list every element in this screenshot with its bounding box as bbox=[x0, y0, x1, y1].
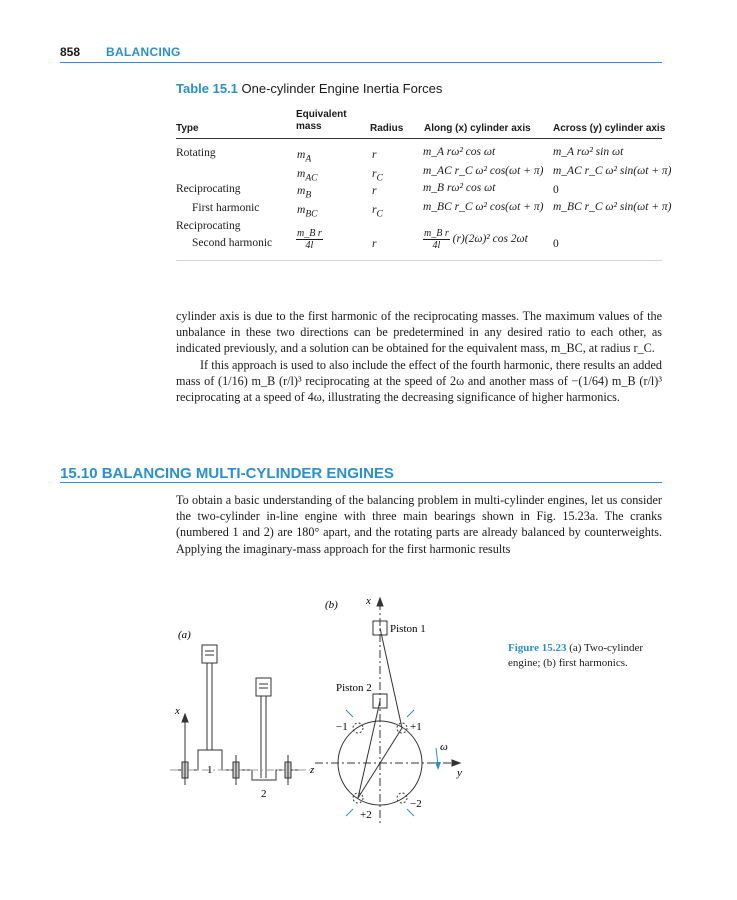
label-b: (b) bbox=[325, 599, 338, 611]
rod-piston-1 bbox=[380, 628, 402, 728]
rotation-arrow-br bbox=[407, 809, 414, 816]
row3-across: 0 bbox=[553, 184, 559, 196]
row3-mass: $m_B$ bbox=[297, 185, 312, 201]
running-title: BALANCING bbox=[106, 45, 181, 59]
row1-along: m_A rω² cos ωt bbox=[423, 146, 496, 158]
section-rule bbox=[60, 482, 662, 483]
label-x-b: x bbox=[366, 595, 371, 607]
th-type: Type bbox=[176, 123, 199, 134]
row1-mass: $m_A$ bbox=[297, 149, 312, 165]
label-omega: ω bbox=[440, 741, 448, 753]
label-crank-2: 2 bbox=[261, 788, 267, 800]
section-paragraph: To obtain a basic understanding of the balancing problem in multi-cylinder engines, let us consider the two-cylinder in-line engine with three main bearings shown in Fig. 15.23a. The cranks (numbered 1 and 2) are 180° apart, and the rotating parts are already balanced by counterweights. Applying the imaginary-mass approach for the first harmonic results bbox=[176, 493, 662, 556]
row5-along: $\frac{\text{m\_B r}}{4l}$ (r)(2ω)² cos 2ωt bbox=[424, 228, 528, 251]
row4-radius: $r_C$ bbox=[372, 204, 383, 220]
rotation-arrow-tr bbox=[407, 710, 414, 717]
row2-radius: $r_C$ bbox=[372, 168, 383, 184]
th-mass bbox=[296, 109, 347, 133]
figure-number: Figure 15.23 bbox=[508, 642, 567, 654]
row2-mass: $m_{AC}$ bbox=[297, 168, 318, 184]
page-number: 858 bbox=[60, 45, 81, 59]
body-paragraph-2: If this approach is used to also include the effect of the fourth harmonic, there results an added mass of (1/16) m_B (r/l)³ reciprocating at the speed of 2ω and another mass of −(1/64) m_B (r/l)³ reciprocating at a speed of 4ω, illustrating the decreasing significance of higher harmonics. bbox=[176, 357, 662, 405]
label-x-a: x bbox=[175, 705, 180, 717]
piston-2-block bbox=[256, 678, 271, 696]
piston-1-block bbox=[202, 645, 217, 663]
label-crank-1: 1 bbox=[207, 764, 213, 776]
body-text bbox=[176, 308, 662, 405]
row5-type2: Second harmonic bbox=[192, 237, 273, 249]
row5-mass: $\frac{\text{m\_B r}}{4l}$ bbox=[297, 228, 322, 251]
label-z: z bbox=[310, 764, 315, 776]
th-mass-line1: Equivalent bbox=[296, 109, 347, 120]
row3-radius: r bbox=[372, 185, 377, 197]
row5-across: 0 bbox=[553, 238, 559, 250]
th-across: Across (y) cylinder axis bbox=[553, 123, 666, 134]
mass-minus-1 bbox=[353, 723, 363, 733]
mass-minus-2 bbox=[397, 793, 407, 803]
rod-piston-2 bbox=[358, 701, 380, 798]
table-caption bbox=[176, 81, 442, 96]
row5-type: Reciprocating bbox=[176, 220, 241, 232]
section-heading: 15.10 BALANCING MULTI-CYLINDER ENGINES bbox=[60, 465, 394, 482]
table-number: Table 15.1 bbox=[176, 81, 238, 96]
label-minus-1: −1 bbox=[336, 721, 348, 733]
th-mass-line2: mass bbox=[296, 121, 322, 132]
label-y: y bbox=[457, 767, 462, 779]
row2-along: m_AC r_C ω² cos(ωt + π) bbox=[423, 165, 544, 177]
row4-type: First harmonic bbox=[192, 202, 260, 214]
row1-radius: r bbox=[372, 149, 377, 161]
section-body bbox=[176, 492, 662, 557]
header-rule bbox=[60, 62, 662, 63]
body-paragraph-1: cylinder axis is due to the first harmonic of the reciprocating masses. The maximum values of the unbalance in these two directions can be predetermined in any desired ratio to each other, as indicated previously, and a solution can be obtained for the equivalent mass, m_BC, at radius r_C. bbox=[176, 309, 662, 356]
table-header-rule bbox=[176, 138, 662, 139]
table-title: One-cylinder Engine Inertia Forces bbox=[241, 81, 443, 96]
row1-across: m_A rω² sin ωt bbox=[553, 146, 624, 158]
row3-type: Reciprocating bbox=[176, 183, 241, 195]
figure-a-engine bbox=[170, 645, 310, 785]
figure-caption-text: (a) Two-cylinder engine; (b) first harmonics. bbox=[508, 642, 644, 669]
bearing-3 bbox=[285, 755, 291, 785]
th-along: Along (x) cylinder axis bbox=[424, 123, 531, 134]
label-plus-2: +2 bbox=[360, 809, 372, 821]
figure-15-23 bbox=[170, 590, 500, 835]
table-bottom-rule bbox=[176, 260, 662, 261]
label-piston-2: Piston 2 bbox=[336, 682, 372, 694]
bearing-2 bbox=[233, 755, 239, 785]
row2-across: m_AC r_C ω² sin(ωt + π) bbox=[553, 165, 672, 177]
row4-along: m_BC r_C ω² cos(ωt + π) bbox=[423, 201, 544, 213]
rotation-arrow-bl bbox=[346, 809, 353, 816]
row3-along: m_B rω² cos ωt bbox=[423, 182, 496, 194]
figure-caption bbox=[508, 641, 668, 671]
label-a: (a) bbox=[178, 629, 191, 641]
th-radius: Radius bbox=[370, 123, 404, 134]
figure-b-diagram bbox=[315, 598, 460, 825]
row4-across: m_BC r_C ω² sin(ωt + π) bbox=[553, 201, 672, 213]
rotation-arrow-tl bbox=[346, 710, 353, 717]
label-minus-2: −2 bbox=[410, 798, 422, 810]
label-plus-1: +1 bbox=[410, 721, 422, 733]
label-piston-1: Piston 1 bbox=[390, 623, 426, 635]
row5-radius: r bbox=[372, 238, 377, 250]
row4-mass: $m_{BC}$ bbox=[297, 204, 318, 220]
row1-type: Rotating bbox=[176, 147, 216, 159]
